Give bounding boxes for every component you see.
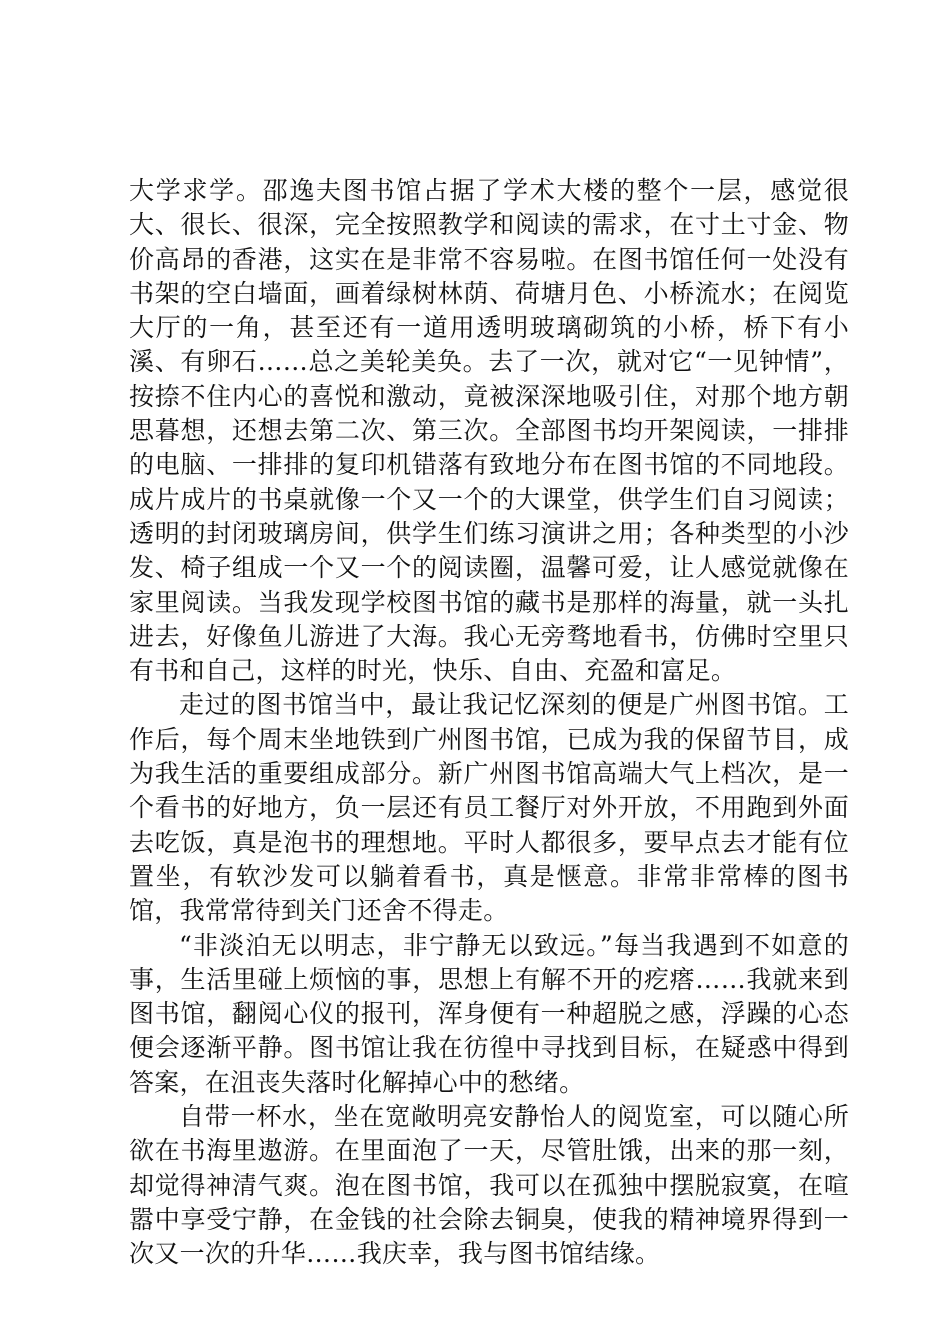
paragraph-2: 走过的图书馆当中，最让我记忆深刻的便是广州图书馆。工作后，每个周末坐地铁到广州图书馆，已成为我的保留节目，成为我生活的重要组成部分。新广州图书馆高端大气上档次，是一个看书的好地方，负一层还有员工餐厅对外开放，不用跑到外面去吃饭，真是泡书的理想地。平时人都很多，要早点去才能有位置坐，有软沙发可以躺着看书，真是惬意。非常非常棒的图书馆，我常常待到关门还舍不得走。 [129,690,849,926]
paragraph-3: “非淡泊无以明志，非宁静无以致远。”每当我遇到不如意的事，生活里碰上烦恼的事，思想上有解不开的疙瘩……我就来到图书馆，翻阅心仪的报刊，浑身便有一种超脱之感，浮躁的心态便会逐渐平静。图书馆让我在彷徨中寻找到目标，在疑惑中得到答案，在沮丧失落时化解掉心中的愁绪。 [129,930,849,1097]
paragraph-4: 自带一杯水，坐在宽敞明亮安静怡人的阅览室，可以随心所欲在书海里遨游。在里面泡了一天，尽管肚饿，出来的那一刻，却觉得神清气爽。泡在图书馆，我可以在孤独中摆脱寂寞，在喧嚣中享受宁静，在金钱的社会除去铜臭，使我的精神境界得到一次又一次的升华……我庆幸，我与图书馆结缘。 [129,1102,849,1269]
document-body [129,174,849,1272]
paragraph-1: 大学求学。邵逸夫图书馆占据了学术大楼的整个一层，感觉很大、很长、很深，完全按照教学和阅读的需求，在寸土寸金、物价高昂的香港，这实在是非常不容易啦。在图书馆任何一处没有书架的空白墙面，画着绿树林荫、荷塘月色、小桥流水；在阅览大厅的一角，甚至还有一道用透明玻璃砌筑的小桥，桥下有小溪、有卵石……总之美轮美奂。去了一次，就对它“一见钟情”，按捺不住内心的喜悦和激动，竟被深深地吸引住，对那个地方朝思暮想，还想去第二次、第三次。全部图书均开架阅读，一排排的电脑、一排排的复印机错落有致地分布在图书馆的不同地段。成片成片的书桌就像一个又一个的大课堂，供学生们自习阅读；透明的封闭玻璃房间，供学生们练习演讲之用；各种类型的小沙发、椅子组成一个又一个的阅读圈，温馨可爱，让人感觉就像在家里阅读。当我发现学校图书馆的藏书是那样的海量，就一头扎进去，好像鱼儿游进了大海。我心无旁骛地看书，仿佛时空里只有书和自己，这样的时光，快乐、自由、充盈和富足。 [129,176,849,686]
